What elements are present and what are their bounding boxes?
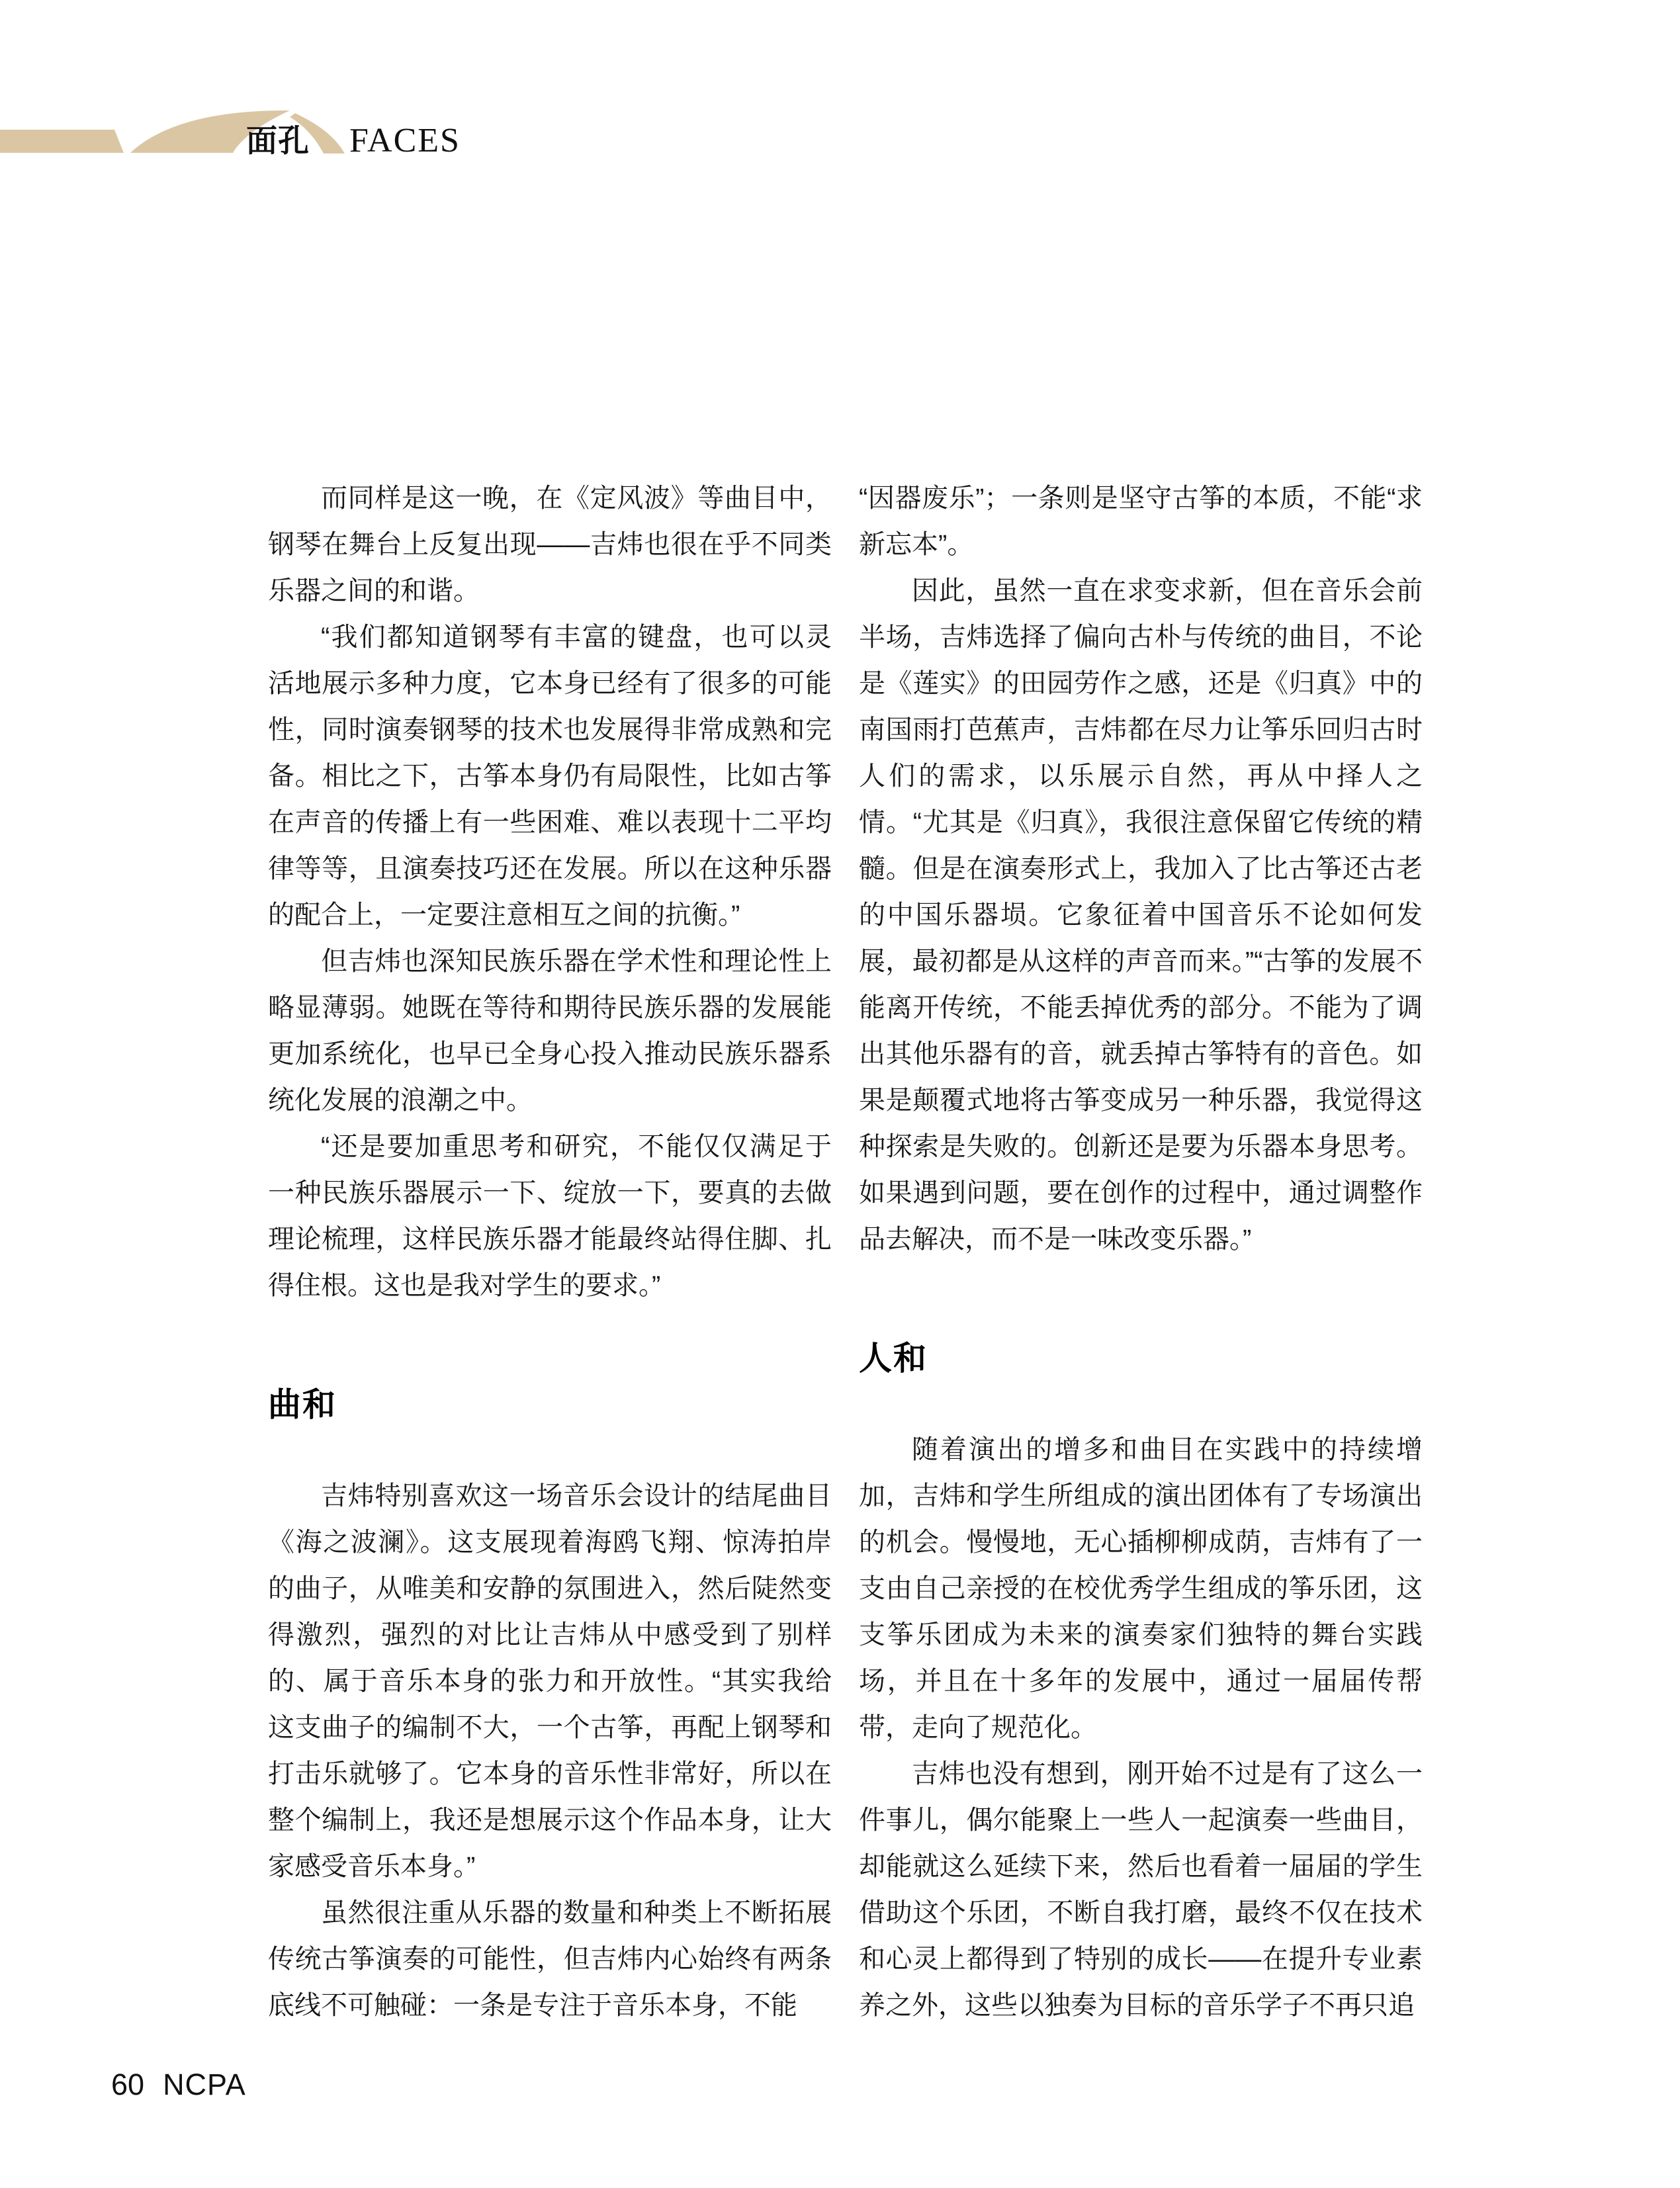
section-title-zh: 面孔 bbox=[246, 123, 310, 158]
section-title-en: FACES bbox=[349, 122, 461, 159]
page-footer bbox=[111, 2068, 246, 2101]
paragraph: 虽然很注重从乐器的数量和种类上不断拓展传统古筝演奏的可能性，但吉炜内心始终有两条底线不可触碰：一条是专注于音乐本身，不能 bbox=[268, 1898, 832, 2020]
page-number: 60 bbox=[111, 2068, 145, 2101]
right-column bbox=[859, 475, 1423, 2029]
masthead-swoosh-icon bbox=[0, 0, 503, 198]
paragraph: 但吉炜也深知民族乐器在学术性和理论性上略显薄弱。她既在等待和期待民族乐器的发展能更加系统化，也早已全身心投入推动民族乐器系统化发展的浪潮之中。 bbox=[268, 947, 832, 1115]
paragraph: “还是要加重思考和研究，不能仅仅满足于一种民族乐器展示一下、绽放一下，要真的去做理论梳理，这样民族乐器才能最终站得住脚、扎得住根。这也是我对学生的要求。” bbox=[268, 1132, 832, 1300]
section-heading: 人和 bbox=[859, 1340, 928, 1377]
paragraph: 吉炜特别喜欢这一场音乐会设计的结尾曲目《海之波澜》。这支展现着海鸥飞翔、惊涛拍岸的曲子，从唯美和安静的氛围进入，然后陡然变得激烈，强烈的对比让吉炜从中感受到了别样的、属于音乐本身的张力和开放性。“其实我给这支曲子的编制不大，一个古筝，再配上钢琴和打击乐就够了。它本身的音乐性非常好，所以在整个编制上，我还是想展示这个作品本身，让大家感受音乐本身。” bbox=[268, 1481, 832, 1881]
paragraph: 随着演出的增多和曲目在实践中的持续增加，吉炜和学生所组成的演出团体有了专场演出的机会。慢慢地，无心插柳柳成荫，吉炜有了一支由自己亲授的在校优秀学生组成的筝乐团，这支筝乐团成为未来的演奏家们独特的舞台实践场，并且在十多年的发展中，通过一届届传帮带，走向了规范化。 bbox=[859, 1435, 1423, 1742]
brand-label: NCPA bbox=[163, 2068, 246, 2101]
paragraph: 吉炜也没有想到，刚开始不过是有了这么一件事儿，偶尔能聚上一些人一起演奏一些曲目，却能就这么延续下来，然后也看着一届届的学生借助这个乐团，不断自我打磨，最终不仅在技术和心灵上都得到了特别的成长——在提升专业素养之外，这些以独奏为目标的音乐学子不再只追 bbox=[859, 1759, 1423, 2020]
masthead bbox=[0, 0, 503, 198]
left-column bbox=[268, 475, 832, 2029]
masthead-band-shape bbox=[0, 130, 124, 153]
paragraph: “我们都知道钢琴有丰富的键盘，也可以灵活地展示多种力度，它本身已经有了很多的可能性，同时演奏钢琴的技术也发展得非常成熟和完备。相比之下，古筝本身仍有局限性，比如古筝在声音的传播上有一些困难、难以表现十二平均律等等，且演奏技巧还在发展。所以在这种乐器的配合上，一定要注意相互之间的抗衡。” bbox=[268, 623, 832, 930]
paragraph: 而同样是这一晚，在《定风波》等曲目中，钢琴在舞台上反复出现——吉炜也很在乎不同类乐器之间的和谐。 bbox=[268, 484, 832, 605]
paragraph: “因器废乐”；一条则是坚守古筝的本质，不能“求新忘本”。 bbox=[859, 484, 1423, 559]
paragraph: 因此，虽然一直在求变求新，但在音乐会前半场，吉炜选择了偏向古朴与传统的曲目，不论是《莲实》的田园劳作之感，还是《归真》中的南国雨打芭蕉声，吉炜都在尽力让筝乐回归古时人们的需求，以乐展示自然，再从中择人之情。“尤其是《归真》，我很注意保留它传统的精髓。但是在演奏形式上，我加入了比古筝还古老的中国乐器埙。它象征着中国音乐不论如何发展，最初都是从这样的声音而来。”“古筝的发展不能离开传统，不能丢掉优秀的部分。不能为了调出其他乐器有的音，就丢掉古筝特有的音色。如果是颠覆式地将古筝变成另一种乐器，我觉得这种探索是失败的。创新还是要为乐器本身思考。如果遇到问题，要在创作的过程中，通过调整作品去解决，而不是一味改变乐器。” bbox=[859, 576, 1423, 1254]
section-heading: 曲和 bbox=[268, 1386, 337, 1423]
